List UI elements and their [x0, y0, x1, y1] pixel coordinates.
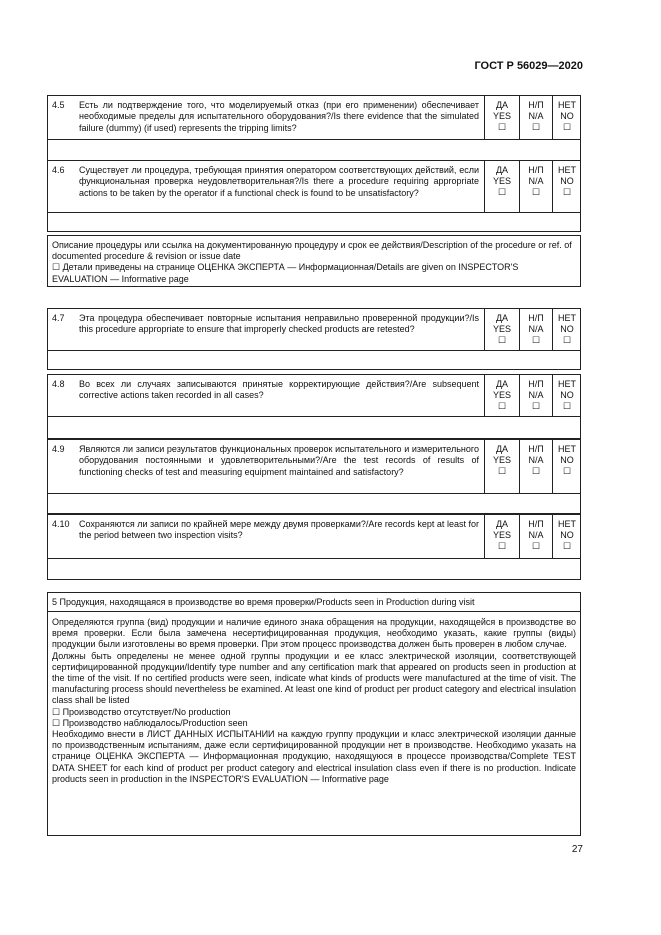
na-checkbox[interactable]: ☐ [531, 187, 541, 197]
no-checkbox[interactable]: ☐ [562, 466, 572, 476]
yes-cell[interactable]: ДА YES ☐ [484, 96, 519, 139]
yes-checkbox[interactable]: ☐ [497, 335, 507, 345]
question-block-4-6 [47, 160, 581, 232]
details-checkbox-line[interactable]: ☐ Детали приведены на странице ОЦЕНКА ЭКСПЕРТА — Информационная/Details are given on INSPECTOR'S EVALUATION — Informative page [52, 262, 519, 284]
na-checkbox[interactable]: ☐ [531, 541, 541, 551]
question-block-4-5 [47, 95, 581, 161]
no-production-option[interactable]: ☐ Производство отсутствует/No production [52, 706, 231, 717]
no-checkbox[interactable]: ☐ [562, 187, 572, 197]
question-text: Есть ли подтверждение того, что моделируемый отказ (при его применении) обеспечивает необходимые пределы для испытательного оборудования?/Is there evidence that the simulated failure (dummy) (if used) represents the tripping limits? [79, 100, 479, 133]
no-cell[interactable]: НЕТ NO ☐ [552, 515, 581, 558]
question-row [48, 515, 580, 559]
yes-checkbox[interactable]: ☐ [497, 187, 507, 197]
section-5-paragraph-3: Необходимо внести в ЛИСТ ДАННЫХ ИСПЫТАНИИ на каждую группу продукции и класс электрической изоляции данные по производственным испытаниям, даже если сертифицированной продукции нет в производстве. Необходимо указать на странице ОЦЕНКА ЭКСПЕРТА — Информационная продукцию, находящуюся в процессе производства/Complete TEST DATA SHEET for each kind of product per product category and electrical insulation class even if there is no production. Indicate products seen in production in the INSPECTOR'S EVALUATION — Informative page [52, 729, 576, 784]
production-seen-option[interactable]: ☐ Производство наблюдалось/Production seen [52, 717, 248, 728]
procedure-description-text: Описание процедуры или ссылка на документированную процедуру и срок ее действия/Description of the procedure or ref. of documented procedure & revision or issue date [52, 240, 572, 262]
question-text: Во всех ли случаях записываются принятые корректирующие действия?/Are subsequent corrective actions taken recorded in all cases? [79, 379, 479, 401]
question-block-4-8 [47, 374, 581, 439]
question-block-4-10 [47, 514, 581, 580]
na-cell[interactable]: Н/П N/A ☐ [519, 309, 552, 350]
question-text: Эта процедура обеспечивает повторные испытания неправильно проверенной продукции?/Is this procedure appropriate to ensure that improperly checked products are retested? [79, 313, 479, 335]
yes-checkbox[interactable]: ☐ [497, 541, 507, 551]
yes-cell[interactable]: ДА YES ☐ [484, 161, 519, 212]
question-row [48, 96, 580, 140]
question-number: 4.5 [52, 100, 65, 110]
section-5-paragraph-1: Определяются группа (вид) продукции и наличие единого знака обращения на продукции, находящейся в производстве во время проверки. Если была замечена несертифицированная продукция, необходимо указать, какие группы (виды) продукции были изготовлены во время проверки. При этом процесс производства должен быть проверен в любом случае. [52, 617, 576, 650]
document-header: ГОСТ Р 56029—2020 [474, 60, 583, 72]
yes-cell[interactable]: ДА YES ☐ [484, 375, 519, 416]
question-text: Сохраняются ли записи по крайней мере между двумя проверками?/Are records kept at least for the period between two inspection visits? [79, 519, 479, 541]
question-row [48, 309, 580, 351]
yes-checkbox[interactable]: ☐ [497, 122, 507, 132]
no-cell[interactable]: НЕТ NO ☐ [552, 96, 581, 139]
section-5-title: 5 Продукция, находящаяся в производстве во время проверки/Products seen in Production during visit [52, 597, 475, 607]
na-checkbox[interactable]: ☐ [531, 122, 541, 132]
no-checkbox[interactable]: ☐ [562, 401, 572, 411]
question-number: 4.8 [52, 379, 65, 389]
question-number: 4.9 [52, 444, 65, 454]
yes-cell[interactable]: ДА YES ☐ [484, 309, 519, 350]
no-cell[interactable]: НЕТ NO ☐ [552, 440, 581, 493]
question-row [48, 375, 580, 417]
section-5-body-box [47, 611, 581, 836]
na-cell[interactable]: Н/П N/A ☐ [519, 515, 552, 558]
question-row [48, 440, 580, 494]
yes-checkbox[interactable]: ☐ [497, 401, 507, 411]
yes-checkbox[interactable]: ☐ [497, 466, 507, 476]
na-checkbox[interactable]: ☐ [531, 401, 541, 411]
question-block-4-9 [47, 439, 581, 514]
page-number: 27 [571, 844, 583, 855]
yes-cell[interactable]: ДА YES ☐ [484, 440, 519, 493]
question-number: 4.7 [52, 313, 65, 323]
na-checkbox[interactable]: ☐ [531, 335, 541, 345]
question-block-4-7 [47, 308, 581, 370]
question-text: Существует ли процедура, требующая принятия оператором соответствующих действий, если функциональная проверка неудовлетворительная?/Is there a procedure requiring appropriate actions to be taken by the operator if a functional check is found to be unsatisfactory? [79, 165, 479, 198]
no-checkbox[interactable]: ☐ [562, 122, 572, 132]
na-cell[interactable]: Н/П N/A ☐ [519, 440, 552, 493]
question-number: 4.10 [52, 519, 70, 529]
section-5-title-box [47, 592, 581, 612]
na-cell[interactable]: Н/П N/A ☐ [519, 96, 552, 139]
yes-cell[interactable]: ДА YES ☐ [484, 515, 519, 558]
na-cell[interactable]: Н/П N/A ☐ [519, 375, 552, 416]
na-checkbox[interactable]: ☐ [531, 466, 541, 476]
no-cell[interactable]: НЕТ NO ☐ [552, 375, 581, 416]
no-checkbox[interactable]: ☐ [562, 541, 572, 551]
procedure-description-block [47, 235, 581, 287]
no-checkbox[interactable]: ☐ [562, 335, 572, 345]
section-5-paragraph-2: Должны быть определены не менее одной группы продукции и ее класс электрической изоляции, соответствующей сертифицированной продукции/Identify type number and any certification mark that appeared on products seen in production at the time of the visit. If no certified products were seen, indicate what kinds of products were manufactured at the time of visit. The manufacturing process should nevertheless be examined. At least one kind of product per product category and electrical insulation class shall be listed [52, 650, 576, 706]
question-text: Являются ли записи результатов функциональных проверок испытательного и измерительного оборудования постоянными и удовлетворительными?/Are the test records of results of functioning checks of test and measuring equipment maintained and satisfactory? [79, 444, 479, 477]
na-cell[interactable]: Н/П N/A ☐ [519, 161, 552, 212]
no-cell[interactable]: НЕТ NO ☐ [552, 161, 581, 212]
question-row [48, 161, 580, 213]
question-number: 4.6 [52, 165, 65, 175]
no-cell[interactable]: НЕТ NO ☐ [552, 309, 581, 350]
